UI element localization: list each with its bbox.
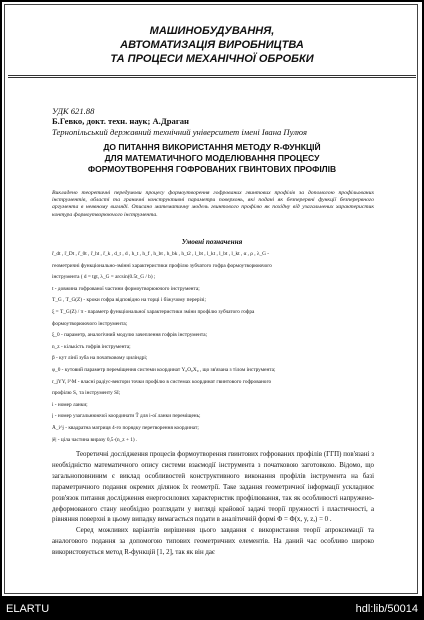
notation-line: T_G , T_G(Z) - кроки гофра відповідно на торці і біжучому перерізі;: [52, 297, 206, 304]
title-line-1: ДО ПИТАННЯ ВИКОРИСТАННЯ МЕТОДУ R-ФУНКЦІЙ: [103, 142, 321, 152]
notation-line: j - номер узагальнюючої координати T̄ для i-ої ланки переміщень;: [52, 413, 201, 420]
viewer-footer: [0, 598, 424, 620]
notation-line: геометричні функціонально-змінні характеристики профілю зубчатого гофра формоутворюючого: [52, 262, 272, 269]
notation-line: Ā_i^j - квадратна матриця 4-го порядку перетворення координат;: [52, 424, 199, 431]
notation-line: інструмента ( d = tgt, λ_G = arcsin(0.5t_G / b) ;: [52, 274, 156, 281]
notation-heading: Умовні позначення: [181, 238, 243, 246]
title-line-2: ДЛЯ МАТЕМАТИЧНОГО МОДЕЛЮВАННЯ ПРОЦЕСУ: [104, 153, 320, 163]
footer-handle-label[interactable]: hdl:lib/50014: [355, 603, 418, 615]
notation-line: φ_0 - кутовий параметр переміщення системи координат Y₀O₀X₀ , що зв'язана з тілом інструмента;: [52, 366, 276, 373]
abstract: Викладено теоретичні передумови процесу формоутворення гофрованих гвинтових профілів за допомогою профільованих інструментів, області та граничні конструктивні параметри поверхонь, які подані як безперервні функції безперервного аргумента в неявному вигляді. Описано математичну модель гвинтового профілю як похідну від узагальнених характеристик контура формоутворюючого інструмента.: [52, 190, 374, 218]
notation-line: i - номер ланки;: [52, 401, 88, 408]
journal-line-2: АВТОМАТИЗАЦІЯ ВИРОБНИЦТВА: [120, 39, 304, 51]
notation-line: формоутворюючого інструмента;: [52, 320, 128, 327]
notation-line: |ē| - ціла частина виразу 0,5·(n_z + 1) .: [52, 436, 138, 443]
notation-line: r̄_dt , r̄_Dt , r̄_0t , r̄_ht , r̄_k , d_t , d , h_t , h_f , h_bt , h_bk , h_t2 , l_bt , l_kt , l_bt , l_kt , α , ρ , λ_G -: [52, 251, 270, 257]
body-paragraph-1: Теоретичні дослідження процесів формоутворення гвинтових гофрованих профілів (ГГП) пов'язані з необхідністю математичного опису системи взаємодії інструмента з початковою заготовкою. Відомо, що загальноповниним є виклад особливостей конструктивного виконання профілів інструмента на базі параметричного подання окремих ділянок їх геометрії. Таке задання геометричної інформації ускладнює розв'язок питання дослідження енергосилових характеристик профілювання, так як особливості напружено-деформованого стану необхідно розглядати у вигляді крайової задачі теорії пружності і пластичності, а рівняння поверхні в цьому випадку вимагається подати в аналітичній формі Φ = Φ(x, y, z,) = 0 .: [52, 451, 374, 524]
journal-line-1: МАШИНОБУДУВАННЯ,: [149, 25, 275, 37]
notation-line: ξ_0 - параметр, аналогічний модулю зачеплення гофрів інструмента;: [52, 332, 208, 339]
article-title: [2, 142, 422, 175]
document-page: [2, 2, 422, 596]
header-divider-2: [8, 77, 416, 78]
notation-line: β - кут лінії зуба на початковому циліндрі;: [52, 355, 148, 362]
notation-line: ξ = T_G(Z) / π - параметр функціональної характеристики зміни профілю зубчатого гофра: [52, 308, 255, 315]
udk-code: УДК 621.88: [52, 106, 95, 116]
notation-line: профілю S₁ та інструменту SI;: [52, 390, 121, 397]
notation-line: r_jYY, r̄^M - власні радіус-вектори точки профілю в системах координат гвинтового гофрованого: [52, 378, 272, 385]
affiliation: Тернопільський державний технічний університет імені Івана Пулюя: [52, 127, 308, 137]
body-paragraph-2: Серед можливих варіантів вирішення цього завдання є використання теорії апроксимації та аналогового подання за допомогою типових геометричних елементів. На даний час особливо широко використовується метод R-функцій [1, 2], так як він дає: [52, 527, 374, 557]
journal-line-3: ТА ПРОЦЕСИ МЕХАНІЧНОЇ ОБРОБКИ: [110, 53, 314, 65]
notation-line: n_z - кількість гофрів інструмента;: [52, 343, 131, 350]
notation-list: [52, 249, 378, 446]
header-divider: [8, 75, 416, 76]
footer-source-label: ELARTU: [6, 603, 50, 615]
authors: Б.Гевко, докт. техн. наук; А.Драган: [52, 116, 189, 126]
notation-line: t - довжина гофрованої частини формоутворюючого інструмента;: [52, 285, 200, 292]
body-text: [52, 450, 374, 559]
journal-header: [2, 24, 422, 66]
title-line-3: ФОРМОУТВОРЕННЯ ГОФРОВАНИХ ГВИНТОВИХ ПРОФІЛІВ: [87, 164, 337, 174]
